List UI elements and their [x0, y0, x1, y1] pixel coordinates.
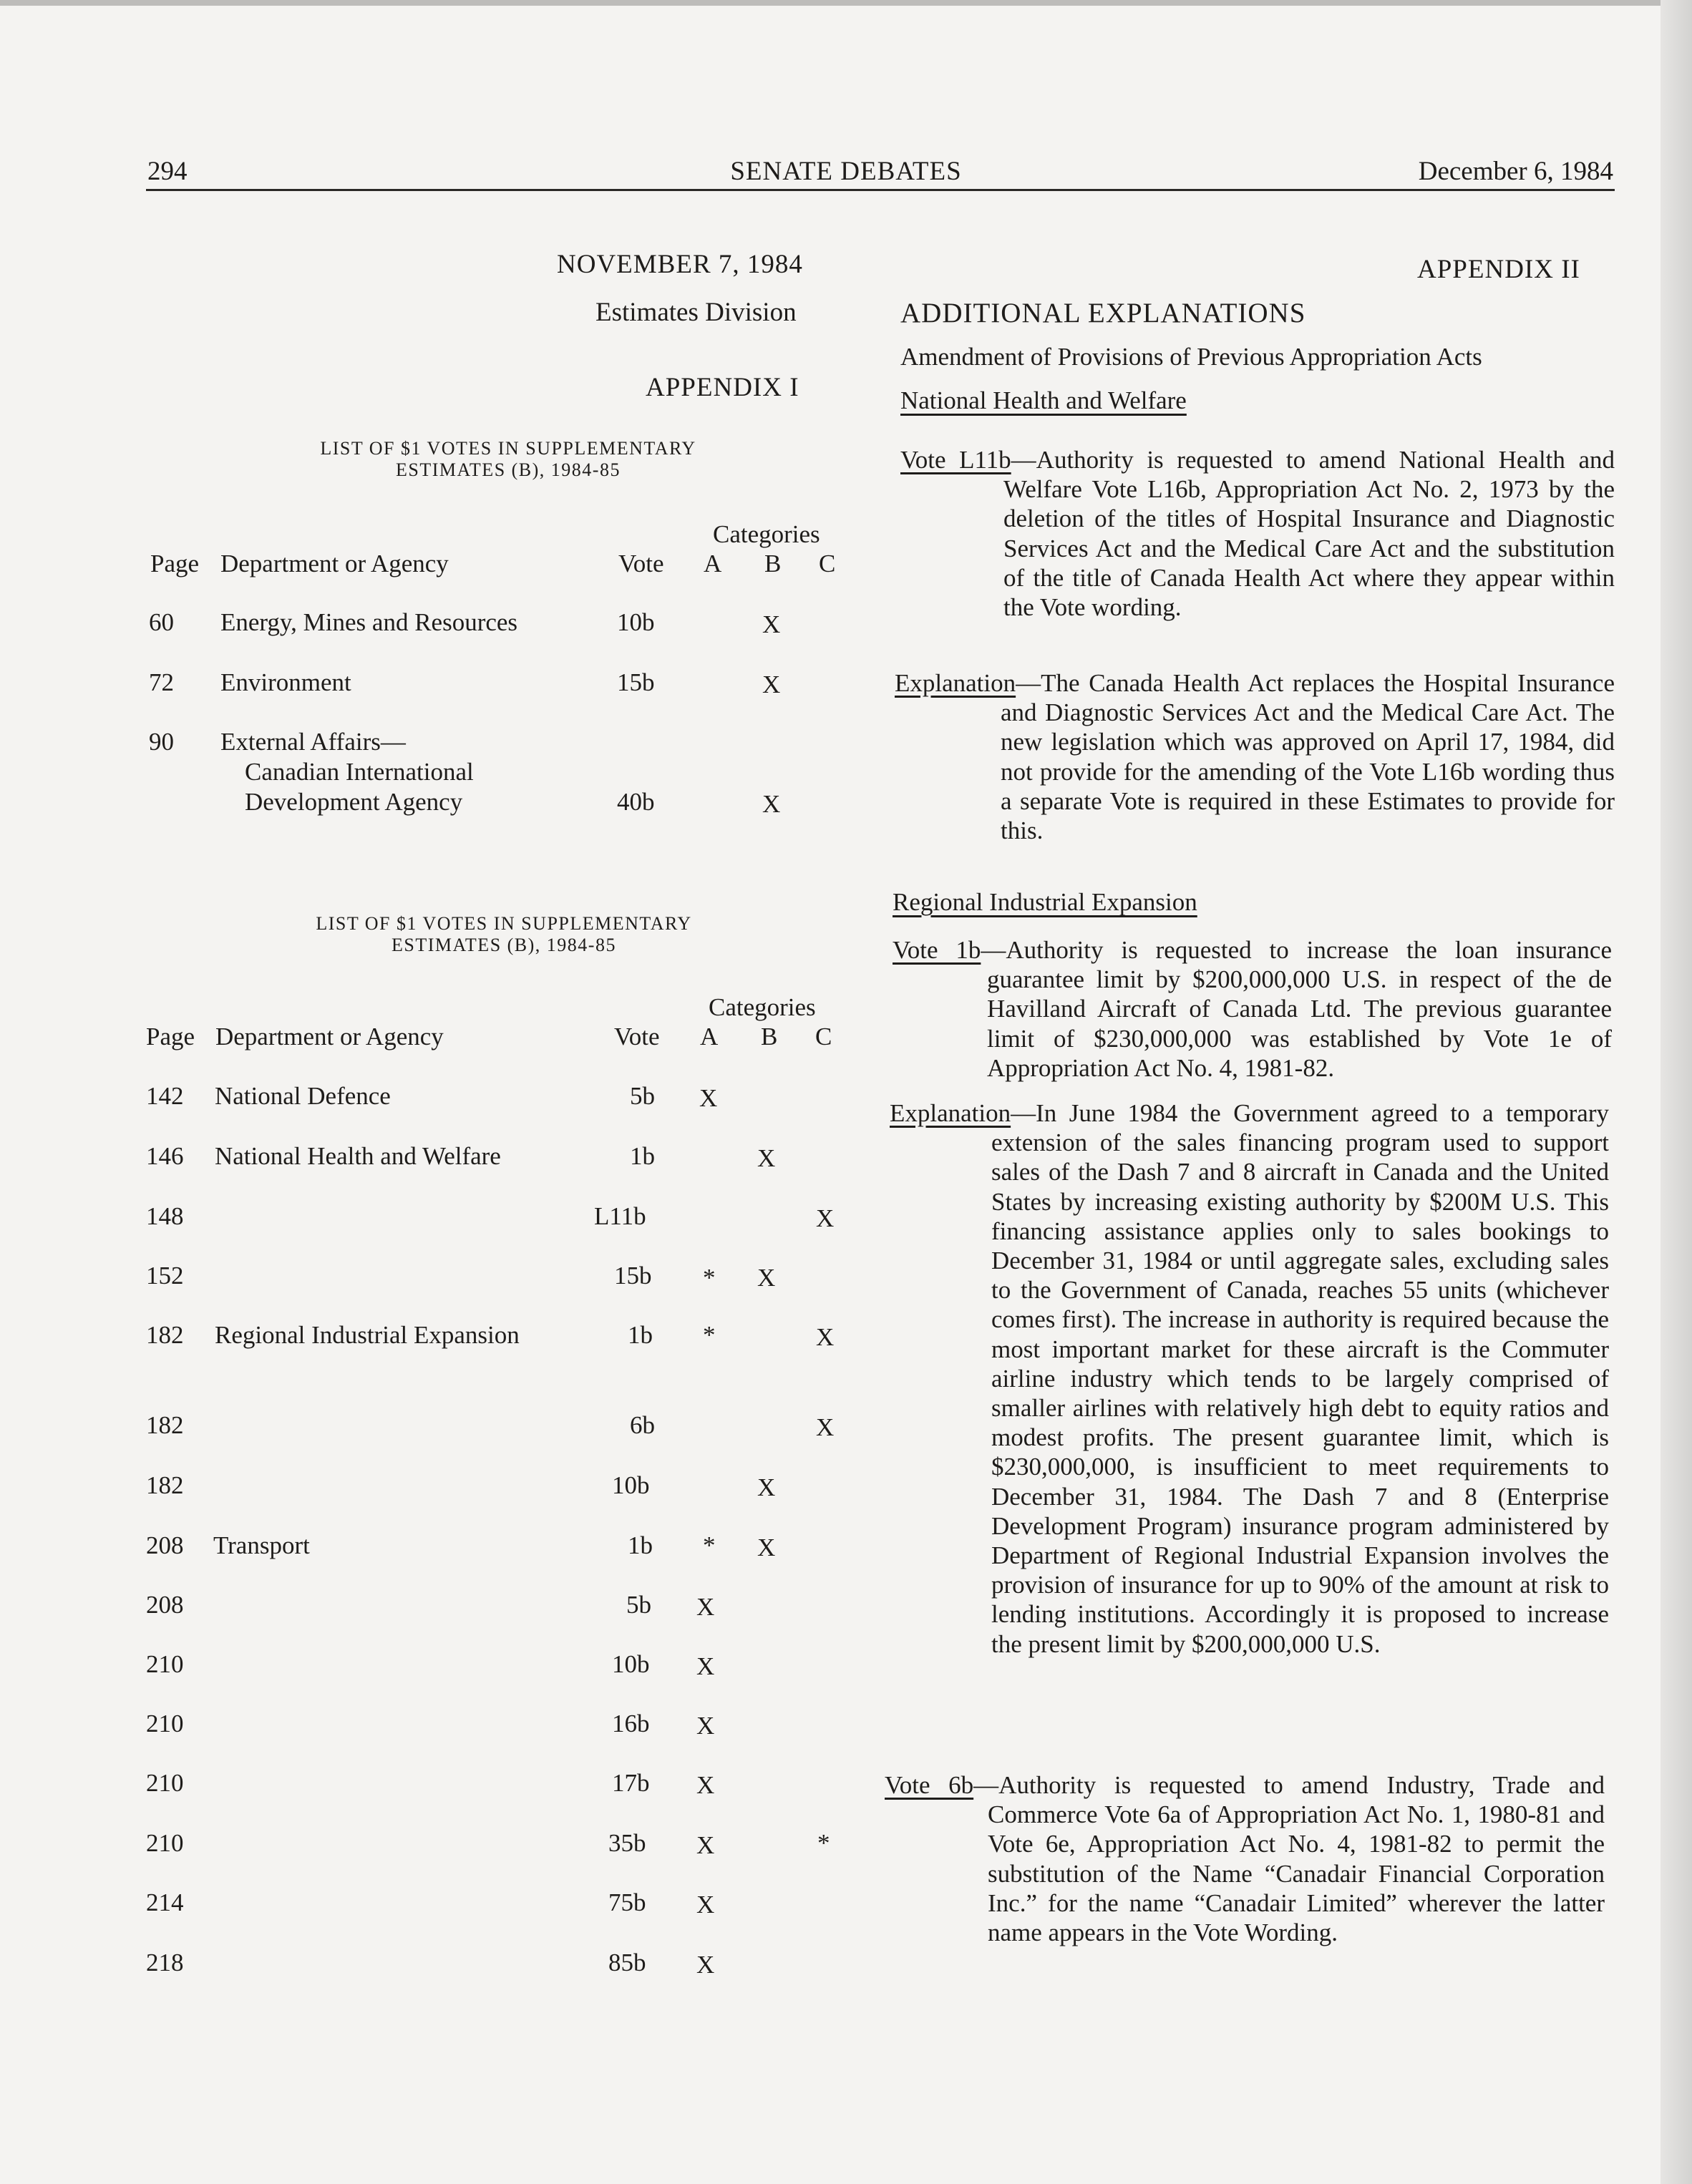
table2-row-a: * [703, 1321, 716, 1349]
appendix-i-title: APPENDIX I [646, 373, 799, 402]
explanation-2-text: —In June 1984 the Government agreed to a temporary extension of the sales financing program used to support sales of the Dash 7 and 8 aircraft in Canada and the United States by increasing existing authority by $200M U.S. This financing assistance applies only to sales bookings to December 31, 1984 or until aggregate sales, excluding sales to the Government of Canada, reaches 55 units (whichever comes first). The increase in authority is required because the most important market for these aircraft is the Commuter airline industry which tends to be largely comprised of smaller airlines with relatively high debt to equity ratios and modest profits. The present guarantee limit, which is $230,000,000, is insufficient to meet requirements to December 31, 1984. The Dash 7 and 8 (Enterprise Development Program) insurance program administered by Department of Regional Industrial Expansion involves the provision of insurance for up to 90% of the amount at risk to lending institutions. Accordingly it is proposed to increase the present limit by $200,000,000 U.S. [991, 1099, 1609, 1658]
table2-department-header: Department or Agency [215, 1023, 444, 1050]
table2-row-a: * [703, 1264, 716, 1292]
table2-row-b: X [757, 1144, 776, 1172]
table2-row-page: 152 [146, 1262, 184, 1290]
table2-row-page: 148 [146, 1202, 184, 1230]
additional-explanations-heading: ADDITIONAL EXPLANATIONS [900, 298, 1306, 328]
table2-row-page: 142 [146, 1082, 184, 1110]
table2-row-b: X [757, 1264, 776, 1292]
table2-row-a: X [696, 1771, 715, 1799]
table2-row-a: X [696, 1951, 715, 1979]
scan-top-edge [0, 0, 1692, 6]
table2-row-page: 210 [146, 1769, 184, 1797]
table2-row-page: 218 [146, 1949, 184, 1976]
table2-categories-header: Categories [709, 993, 816, 1021]
explanation-2-lead: Explanation [890, 1099, 1011, 1127]
table2-row-c: X [816, 1204, 835, 1232]
table2-b-header: B [761, 1023, 778, 1050]
vote-6b-text: —Authority is requested to amend Industry, Trade and Commerce Vote 6a of Appropriation Act No. 1, 1980-81 and Vote 6e, Appropriation Act No. 4, 1981-82 to permit the substitution of the Name “Canadair Financial Corporation Inc.” for the name “Canadair Limited” wherever the latter name appears in the Vote Wording. [973, 1771, 1605, 1947]
table1-a-header: A [704, 550, 722, 577]
table2-title-line1: LIST OF $1 VOTES IN SUPPLEMENTARY [316, 913, 692, 934]
explanation-1-text: —The Canada Health Act replaces the Hospital Insurance and Diagnostic Services Act and the Medical Care Act. The new legislation which was approved on April 17, 1984, did not provide for the amending of the Vote L16b wording thus a separate Vote is required in these Estimates to provide for this. [1001, 669, 1615, 845]
table2-row-vote: L11b [594, 1202, 646, 1230]
table1-title-line1: LIST OF $1 VOTES IN SUPPLEMENTARY [320, 438, 696, 459]
table1-row2-department: Environment [220, 668, 351, 696]
table2-row-page: 182 [146, 1411, 184, 1439]
paragraph-vote-1b [893, 935, 1612, 1086]
paragraph-vote-l11b [900, 445, 1615, 653]
section-national-health: National Health and Welfare [900, 386, 1187, 414]
vote-1b-lead: Vote 1b [893, 936, 981, 964]
table1-department-header: Department or Agency [220, 550, 449, 577]
estimates-division: Estimates Division [595, 298, 797, 327]
publication-title: SENATE DEBATES [730, 157, 962, 186]
table2-row-vote: 15b [614, 1262, 652, 1290]
table2-row-b: X [757, 1534, 776, 1561]
table2-row-vote: 17b [612, 1769, 650, 1797]
table2-title-line2: ESTIMATES (B), 1984-85 [392, 935, 616, 955]
vote-6b-lead: Vote 6b [885, 1771, 974, 1799]
table1-row1-department: Energy, Mines and Resources [220, 608, 518, 636]
table2-row-department: National Defence [215, 1082, 391, 1110]
table1-row3-department-cont1: Canadian International [245, 758, 474, 786]
vote-1b-text: —Authority is requested to increase the loan insurance guarantee limit by $200,000,000 U.S. in respect of the de Havilland Aircraft of Canada Ltd. The previous guarantee limit of $230,000,000 was established by Vote 1e of Appropriation Act No. 4, 1981-82. [981, 936, 1612, 1082]
paragraph-explanation-1 [895, 668, 1615, 876]
paragraph-explanation-2 [890, 1098, 1609, 1757]
appendix-ii-title: APPENDIX II [1417, 255, 1580, 284]
table2-row-c: X [816, 1323, 835, 1351]
table2-row-page: 210 [146, 1829, 184, 1857]
table1-row2-b: X [762, 671, 781, 698]
table2-row-vote: 75b [608, 1888, 646, 1916]
table2-row-vote: 1b [630, 1142, 655, 1170]
table2-row-vote: 1b [628, 1531, 653, 1559]
table1-row1-vote: 10b [617, 608, 655, 636]
table2-row-page: 146 [146, 1142, 184, 1170]
header-rule [146, 189, 1615, 191]
table2-row-department: National Health and Welfare [215, 1142, 501, 1170]
table1-row2-page: 72 [149, 668, 174, 696]
table2-row-a: X [696, 1593, 715, 1621]
table1-categories-header: Categories [713, 520, 820, 548]
table2-row-page: 210 [146, 1650, 184, 1678]
table1-row3-vote: 40b [617, 788, 655, 816]
amendment-subheading: Amendment of Provisions of Previous Appropriation Acts [900, 343, 1482, 371]
table2-row-page: 208 [146, 1531, 184, 1559]
vote-l11b-lead: Vote L11b [900, 446, 1011, 474]
table1-row3-page: 90 [149, 728, 174, 756]
table1-row3-b: X [762, 790, 781, 818]
table2-row-page: 182 [146, 1471, 184, 1499]
page-number: 294 [147, 157, 188, 186]
table2-row-page: 214 [146, 1888, 184, 1916]
table2-row-page: 210 [146, 1710, 184, 1737]
table1-row2-vote: 15b [617, 668, 655, 696]
table2-row-department: Regional Industrial Expansion [215, 1321, 520, 1349]
table2-row-c: * [817, 1829, 830, 1857]
table1-row3-department: External Affairs— [220, 728, 406, 756]
table2-row-a: X [699, 1084, 718, 1112]
left-date-line: NOVEMBER 7, 1984 [557, 250, 803, 279]
header-date: December 6, 1984 [1418, 157, 1613, 186]
table2-row-vote: 6b [630, 1411, 655, 1439]
table1-page-header: Page [150, 550, 200, 577]
explanation-1-lead: Explanation [895, 669, 1016, 697]
table2-row-a: * [703, 1531, 716, 1559]
table2-row-c: X [816, 1413, 835, 1441]
table2-row-page: 182 [146, 1321, 184, 1349]
table2-row-vote: 1b [628, 1321, 653, 1349]
table2-a-header: A [700, 1023, 719, 1050]
table1-c-header: C [819, 550, 836, 577]
paragraph-vote-6b [885, 1770, 1605, 1985]
table2-row-b: X [757, 1473, 776, 1501]
table2-row-vote: 35b [608, 1829, 646, 1857]
table2-row-a: X [696, 1891, 715, 1919]
table2-row-department: Transport [213, 1531, 310, 1559]
table2-row-vote: 85b [608, 1949, 646, 1976]
table2-row-vote: 5b [626, 1591, 651, 1619]
table2-row-vote: 5b [630, 1082, 655, 1110]
table1-row3-department-cont2: Development Agency [245, 788, 463, 816]
table2-row-vote: 10b [612, 1650, 650, 1678]
section-regional-industrial: Regional Industrial Expansion [893, 888, 1197, 916]
table1-row1-b: X [762, 610, 781, 638]
table2-c-header: C [815, 1023, 832, 1050]
table1-b-header: B [764, 550, 782, 577]
table2-row-vote: 10b [612, 1471, 650, 1499]
table2-vote-header: Vote [614, 1023, 660, 1050]
table1-vote-header: Vote [618, 550, 664, 577]
table1-row1-page: 60 [149, 608, 174, 636]
table1-title-line2: ESTIMATES (B), 1984-85 [396, 459, 621, 480]
scan-right-edge [1661, 0, 1692, 2184]
table2-row-page: 208 [146, 1591, 184, 1619]
table2-row-a: X [696, 1712, 715, 1740]
vote-l11b-text: —Authority is requested to amend National Health and Welfare Vote L16b, Appropriation Act No. 2, 1973 by the deletion of the titles of Hospital Insurance and Diagnostic Services Act and the Medical Care Act and the substitution of the title of Canada Health Act where they appear within the Vote wording. [1003, 446, 1615, 622]
table2-row-a: X [696, 1831, 715, 1859]
table2-page-header: Page [146, 1023, 195, 1050]
table2-row-vote: 16b [612, 1710, 650, 1737]
table2-row-a: X [696, 1652, 715, 1680]
